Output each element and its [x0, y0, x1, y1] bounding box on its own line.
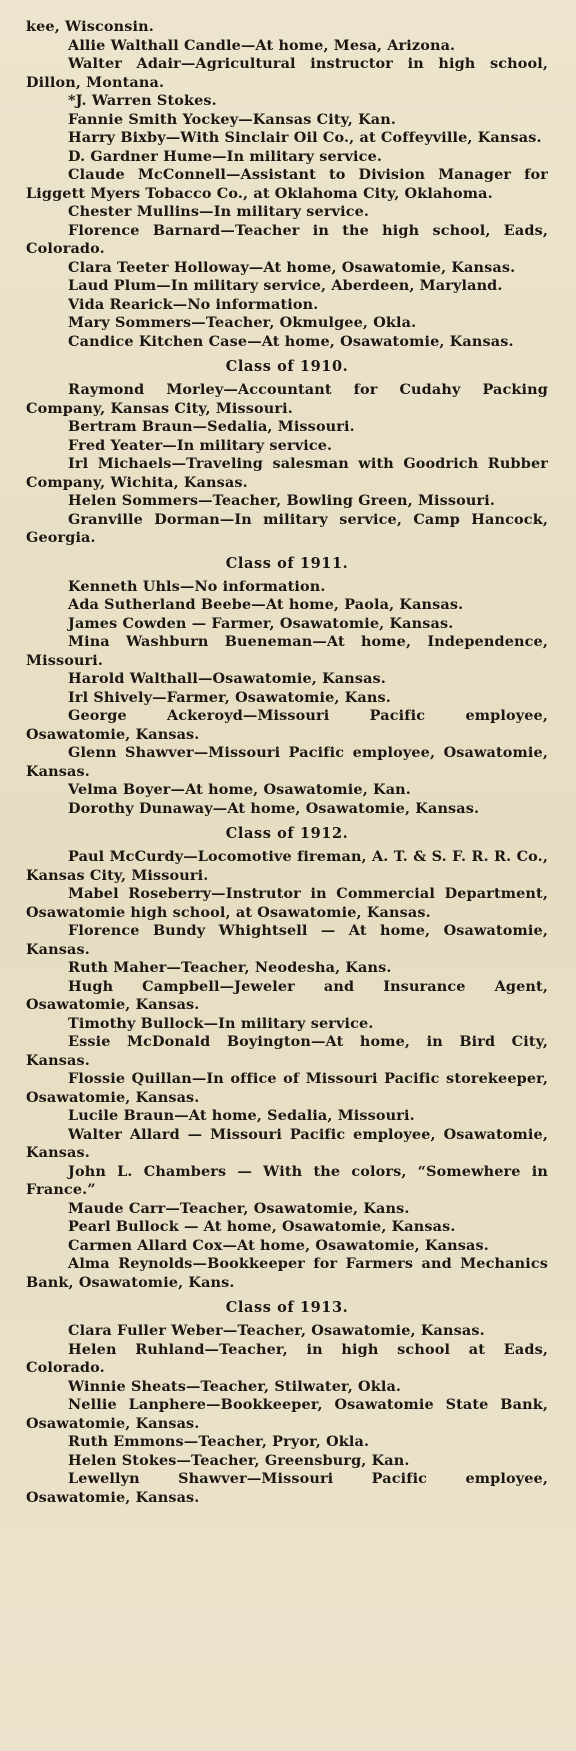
alumni-entry: Laud Plum—In military service, Aberdeen, Maryland. [68, 277, 503, 294]
class-heading: Class of 1910. [225, 358, 349, 375]
class-1912-section [26, 825, 548, 1292]
alumni-entry: Walter Allard — Missouri Pacific employee, Osawatomie, Kansas. [26, 1125, 548, 1161]
alumni-entry: Maude Carr—Teacher, Osawatomie, Kans. [68, 1199, 410, 1217]
alumni-entry: Pearl Bullock — At home, Osawatomie, Kansas. [68, 1218, 456, 1235]
class-heading: Class of 1912. [225, 825, 349, 842]
alumni-entry: Mina Washburn Bueneman—At home, Independence, Missouri. [26, 633, 548, 669]
alumni-entry: Velma Boyer—At home, Osawatomie, Kan. [68, 781, 411, 798]
intro-entries [26, 37, 548, 352]
alumni-entry: Ada Sutherland Beebe—At home, Paola, Kansas. [68, 596, 464, 613]
alumni-entry: Clara Fuller Weber—Teacher, Osawatomie, Kansas. [68, 1322, 485, 1339]
alumni-entry: Hugh Campbell—Jeweler and Insurance Agent, Osawatomie, Kansas. [26, 977, 548, 1013]
class-heading: Class of 1911. [225, 554, 349, 572]
alumni-entry: Timothy Bullock—In military service. [68, 1014, 374, 1032]
alumni-entry: Alma Reynolds—Bookkeeper for Farmers and Mechanics Bank, Osawatomie, Kans. [26, 1255, 548, 1291]
alumni-entry: Florence Bundy Whightsell — At home, Osawatomie, Kansas. [26, 922, 548, 958]
alumni-entry: Chester Mullins—In military service. [68, 203, 370, 220]
continuation-text: kee, Wisconsin. [26, 18, 154, 35]
alumni-entry: Fannie Smith Yockey—Kansas City, Kan. [68, 110, 397, 128]
alumni-entry: Ruth Emmons—Teacher, Pryor, Okla. [68, 1433, 370, 1450]
alumni-entry: Helen Ruhland—Teacher, in high school at Eads, Colorado. [26, 1340, 548, 1376]
alumni-entry: George Ackeroyd—Missouri Pacific employee, Osawatomie, Kansas. [26, 707, 548, 743]
alumni-entry: Flossie Quillan—In office of Missouri Pacific storekeeper, Osawatomie, Kansas. [26, 1070, 548, 1106]
class-1911-section [26, 555, 548, 819]
alumni-entry: *J. Warren Stokes. [68, 92, 217, 109]
alumni-entry: Helen Stokes—Teacher, Greensburg, Kan. [68, 1451, 410, 1469]
alumni-entry: Nellie Lanphere—Bookkeeper, Osawatomie State Bank, Osawatomie, Kansas. [26, 1396, 548, 1432]
alumni-entry: Helen Sommers—Teacher, Bowling Green, Missouri. [68, 492, 496, 509]
alumni-entry: Paul McCurdy—Locomotive fireman, A. T. & S. F. R. R. Co., Kansas City, Missouri. [26, 848, 548, 884]
alumni-entry: Vida Rearick—No information. [68, 295, 319, 313]
class-1910-section [26, 358, 548, 548]
alumni-entry: Lewellyn Shawver—Missouri Pacific employee, Osawatomie, Kansas. [26, 1470, 548, 1506]
alumni-column [26, 18, 548, 1507]
class-heading: Class of 1913. [225, 1299, 349, 1316]
alumni-entry: Claude McConnell—Assistant to Division Manager for Liggett Myers Tobacco Co., at Oklahoma City, Oklahoma. [26, 166, 548, 202]
alumni-entry: D. Gardner Hume—In military service. [68, 147, 383, 165]
alumni-entry: Walter Adair—Agricultural instructor in high school, Dillon, Montana. [26, 55, 548, 91]
alumni-entry: Granville Dorman—In military service, Camp Hancock, Georgia. [26, 510, 548, 546]
alumni-entry: Winnie Sheats—Teacher, Stilwater, Okla. [68, 1377, 402, 1395]
alumni-entry: Florence Barnard—Teacher in the high school, Eads, Colorado. [26, 221, 548, 257]
alumni-entry: Candice Kitchen Case—At home, Osawatomie, Kansas. [68, 332, 514, 350]
alumni-entry: Glenn Shawver—Missouri Pacific employee, Osawatomie, Kansas. [26, 744, 548, 780]
alumni-entry: Carmen Allard Cox—At home, Osawatomie, Kansas. [68, 1236, 489, 1254]
alumni-entry: Raymond Morley—Accountant for Cudahy Packing Company, Kansas City, Missouri. [26, 381, 548, 417]
alumni-entry: Mary Sommers—Teacher, Okmulgee, Okla. [68, 314, 417, 331]
alumni-entry: Lucile Braun—At home, Sedalia, Missouri. [68, 1107, 415, 1124]
alumni-entry: Mabel Roseberry—Instrutor in Commercial Department, Osawatomie high school, at Osawatomie, Kansas. [26, 885, 548, 921]
class-1913-section [26, 1299, 548, 1507]
alumni-entry: Kenneth Uhls—No information. [68, 577, 326, 595]
alumni-entry: Irl Michaels—Traveling salesman with Goodrich Rubber Company, Wichita, Kansas. [26, 455, 548, 491]
alumni-entry: Allie Walthall Candle—At home, Mesa, Arizona. [68, 36, 456, 54]
alumni-entry: Essie McDonald Boyington—At home, in Bird City, Kansas. [26, 1033, 548, 1069]
alumni-entry: Clara Teeter Holloway—At home, Osawatomie, Kansas. [68, 258, 516, 276]
alumni-entry: Bertram Braun—Sedalia, Missouri. [68, 418, 355, 435]
alumni-entry: John L. Chambers — With the colors, “Somewhere in France.” [26, 1162, 548, 1198]
alumni-entry: Ruth Maher—Teacher, Neodesha, Kans. [68, 959, 392, 976]
alumni-entry: James Cowden — Farmer, Osawatomie, Kansas. [68, 614, 454, 632]
alumni-entry: Irl Shively—Farmer, Osawatomie, Kans. [68, 688, 391, 706]
alumni-entry: Dorothy Dunaway—At home, Osawatomie, Kansas. [68, 799, 480, 817]
alumni-entry: Harold Walthall—Osawatomie, Kansas. [68, 670, 386, 687]
alumni-entry: Harry Bixby—With Sinclair Oil Co., at Coffeyville, Kansas. [68, 129, 542, 146]
alumni-entry: Fred Yeater—In military service. [68, 436, 333, 454]
